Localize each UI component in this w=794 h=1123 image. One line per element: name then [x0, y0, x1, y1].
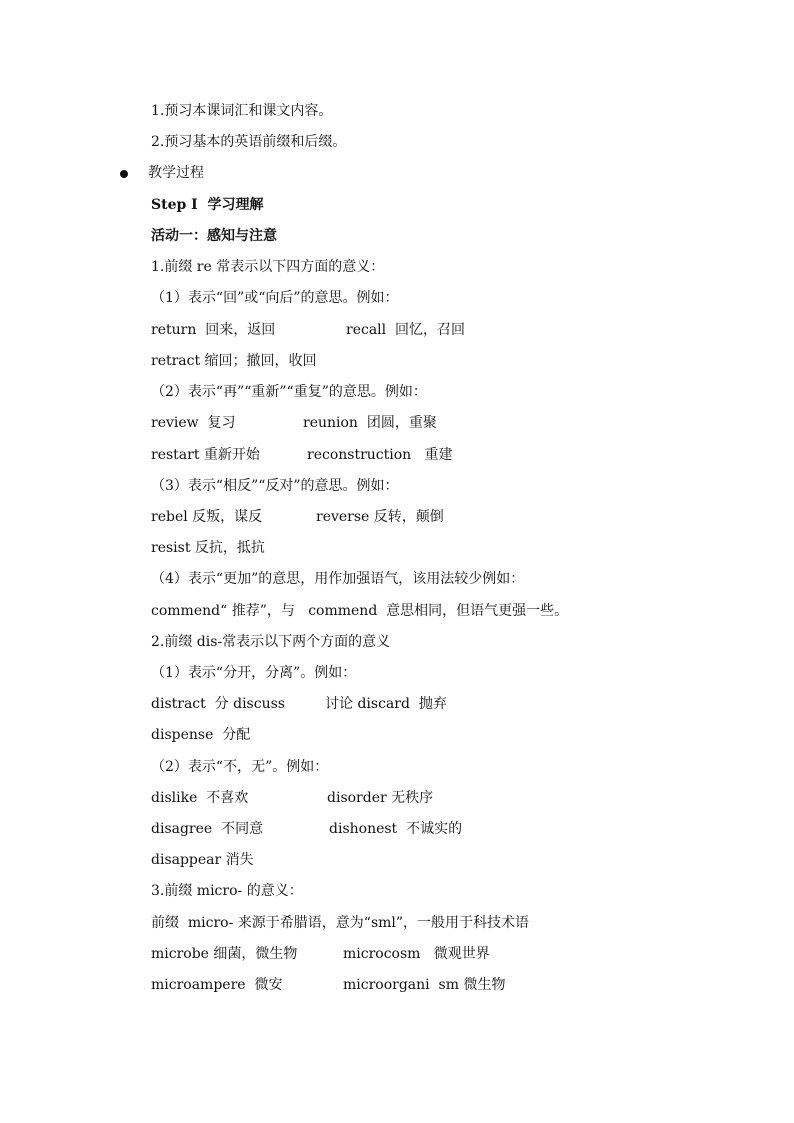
word-example: reconstruction 重建	[307, 447, 453, 463]
paragraph-prefix-dis: 2.前缀 dis-常表示以下两个方面的意义	[151, 634, 391, 650]
word-example: disagree 不同意	[151, 821, 264, 837]
word-example: rebel 反叛，谋反	[151, 509, 263, 525]
word-example: microcosm 微观世界	[343, 946, 490, 962]
word-example: resist 反抗，抵抗	[151, 540, 265, 556]
prep-item-1: 1.预习本课词汇和课文内容。	[151, 103, 333, 119]
word-example: microbe 细菌，微生物	[151, 946, 298, 962]
word-example: disappear 消失	[151, 852, 254, 868]
word-example: microampere 微安	[151, 977, 283, 993]
word-example: dishonest 不诚实的	[329, 821, 463, 837]
word-example: restart 重新开始	[151, 447, 260, 463]
step-heading: Step I 学习理解	[151, 197, 264, 213]
word-example: disorder 无秩序	[327, 790, 434, 806]
prep-item-2: 2.预习基本的英语前缀和后缀。	[151, 134, 347, 150]
word-example: return 回来，返回	[151, 322, 276, 338]
word-example: distract 分 discuss	[151, 696, 285, 712]
subpoint-1: （1）表示“回”或“向后”的意思。例如：	[151, 290, 399, 306]
word-example: recall 回忆，召回	[346, 322, 466, 338]
word-example: dislike 不喜欢	[151, 790, 249, 806]
subpoint-2: （2）表示“不，无”。例如：	[151, 759, 329, 775]
word-example: microorgani sm 微生物	[343, 977, 506, 993]
word-example: reunion 团圆，重聚	[303, 415, 437, 431]
word-example: 讨论 discard 抛弃	[325, 696, 447, 712]
micro-description: 前缀 micro- 来源于希腊语，意为“sml”，一般用于科技术语	[151, 915, 530, 931]
paragraph-prefix-re: 1.前缀 re 常表示以下四方面的意义：	[151, 259, 385, 275]
activity-heading: 活动一：感知与注意	[151, 228, 277, 244]
word-example: dispense 分配	[151, 727, 251, 743]
subpoint-2: （2）表示“再”“重新”“重复”的意思。例如：	[151, 384, 427, 400]
bullet-icon	[120, 170, 128, 178]
subpoint-4: （4）表示“更加”的意思，用作加强语气，该用法较少例如：	[151, 571, 525, 587]
subpoint-3: （3）表示“相反”“反对”的意思。例如：	[151, 478, 399, 494]
section-title: 教学过程	[148, 165, 204, 181]
word-example: reverse 反转，颠倒	[316, 509, 444, 525]
word-example: commend“ 推荐”，与 commend 意思相同，但语气更强一些。	[151, 603, 569, 619]
paragraph-prefix-micro: 3.前缀 micro- 的意义：	[151, 883, 303, 899]
word-example: review 复习	[151, 415, 236, 431]
word-example: retract 缩回；撤回，收回	[151, 353, 317, 369]
subpoint-1: （1）表示“分开，分离”。例如：	[151, 665, 357, 681]
